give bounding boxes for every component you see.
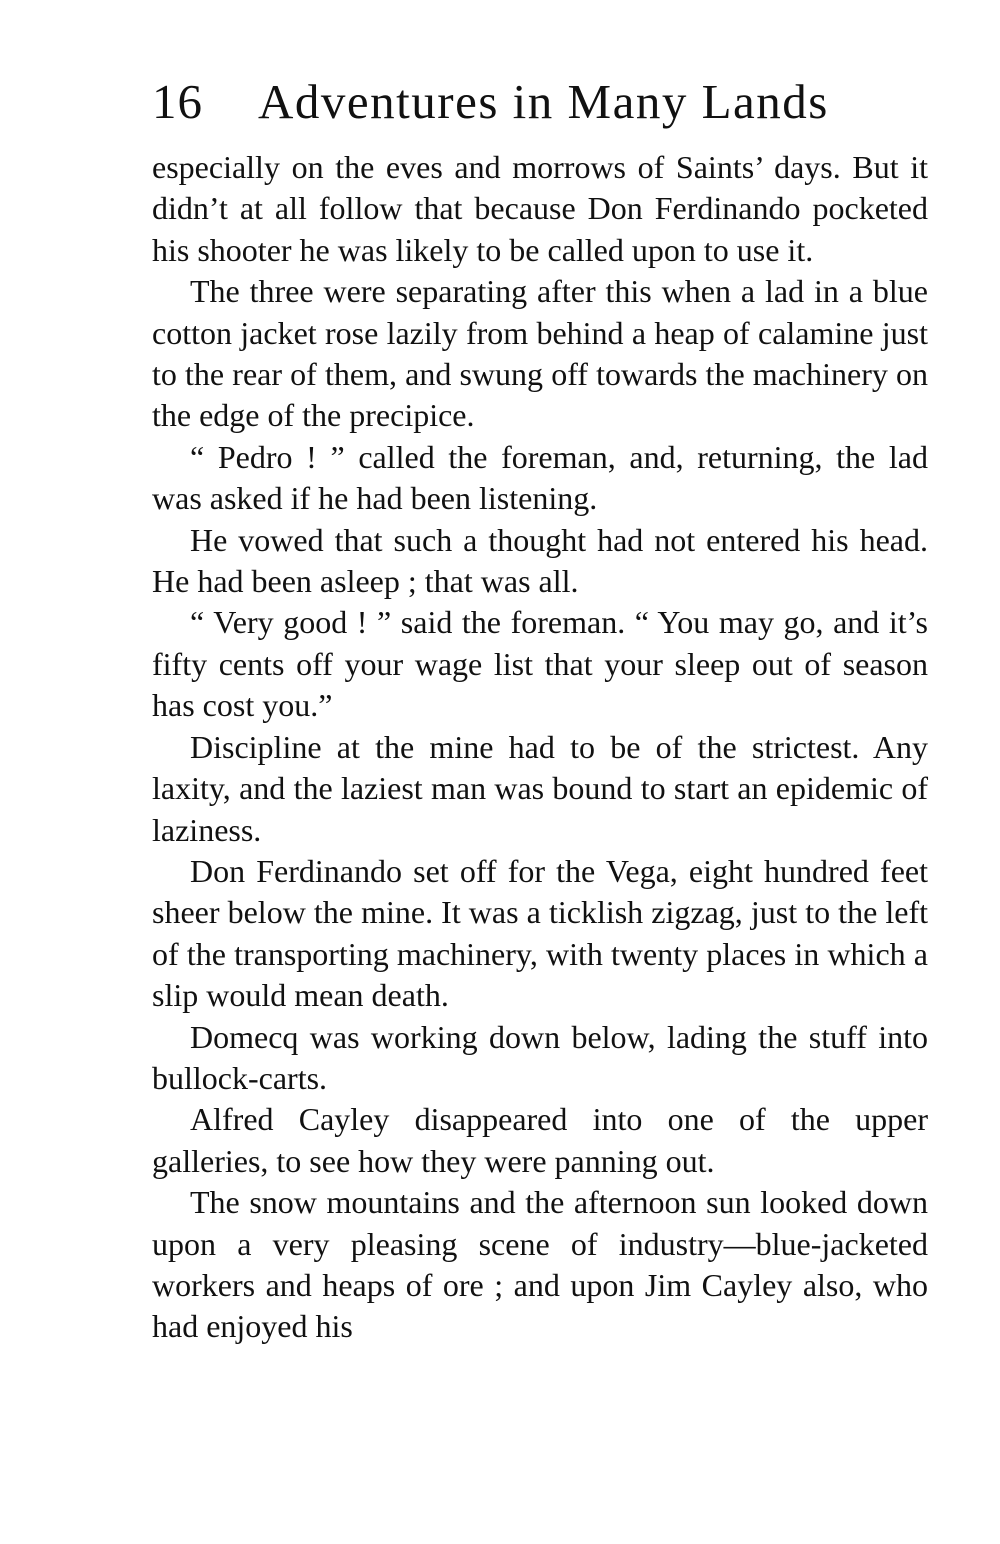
paragraph-2: The three were separating after this when a lad in a blue cotton jacket rose lazily from behind a heap of calamine just to the rear of them, and swung off towards the machinery on the edge of the precipice. [152,273,928,434]
body-text [152,147,928,1348]
paragraph-5: “ Very good ! ” said the foreman. “ You may go, and it’s fifty cents off your wage list that your sleep out of season has cost you.” [152,604,928,724]
paragraph-3: “ Pedro ! ” called the foreman, and, returning, the lad was asked if he had been listening. [152,438,928,517]
paragraph-6: Discipline at the mine had to be of the strictest. Any laxity, and the laziest man was bound to start an epidemic of laziness. [152,728,928,848]
running-head [152,72,892,132]
paragraph-1: especially on the eves and morrows of Saints’ days. But it didn’t at all follow that because Don Ferdinando pocketed his shooter he was likely to be called upon to use it. [152,149,928,268]
paragraph-7: Don Ferdinando set off for the Vega, eight hundred feet sheer below the mine. It was a ticklish zigzag, just to the left of the transporting machinery, with twenty places in which a slip would mean death. [152,852,928,1014]
paragraph-8: Domecq was working down below, lading the stuff into bullock-carts. [152,1018,928,1096]
page-number: 16 [152,74,203,129]
paragraph-4: He vowed that such a thought had not entered his head. He had been asleep ; that was all. [152,521,928,600]
book-title: Adventures in Many Lands [258,74,829,129]
paragraph-10: The snow mountains and the afternoon sun looked down upon a very pleasing scene of industry—blue-jacketed workers and heaps of ore ; and upon Jim Cayley also, who had enjoyed his [152,1184,928,1345]
paragraph-9: Alfred Cayley disappeared into one of the upper galleries, to see how they were panning out. [152,1101,928,1179]
